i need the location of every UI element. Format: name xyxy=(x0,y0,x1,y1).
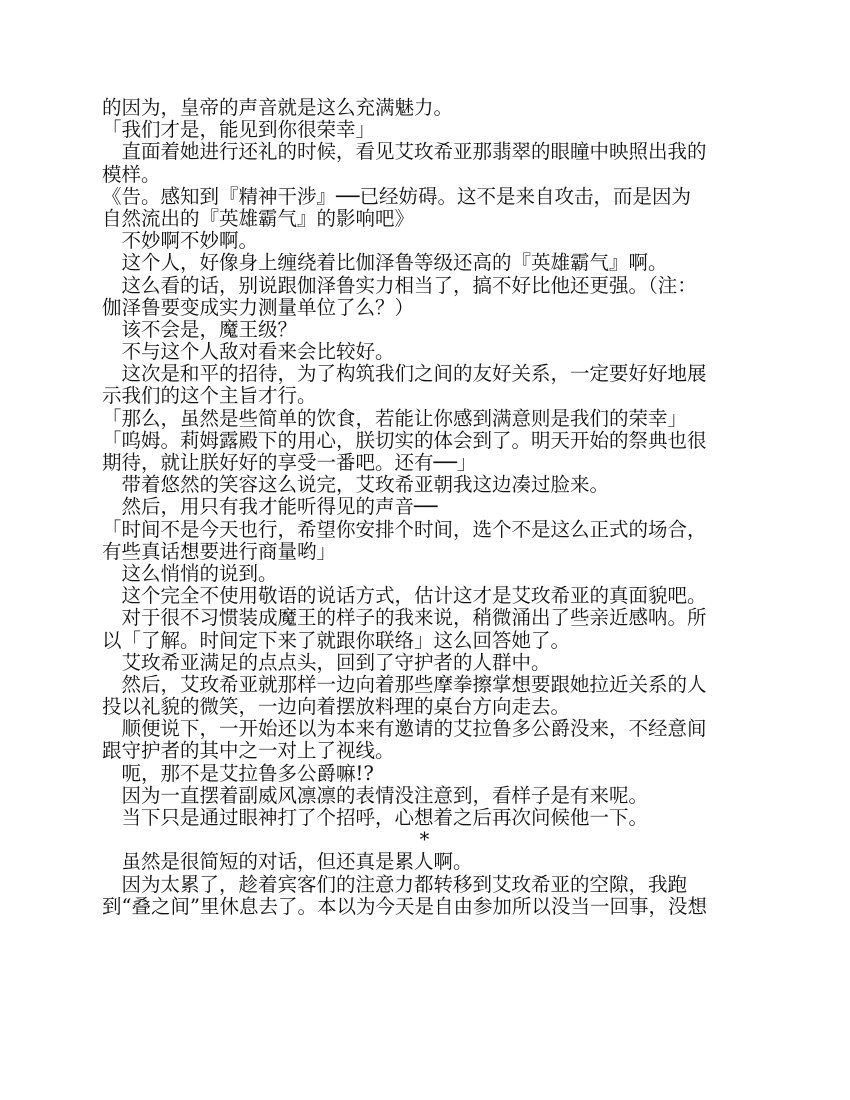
text-line: 然后，艾玫希亚就那样一边向着那些摩拳擦掌想要跟她拉近关系的人 xyxy=(102,672,707,696)
text-line: 「我们才是，能见到你很荣幸」 xyxy=(102,118,376,142)
text-line: 到“叠之间”里休息去了。本以为今天是自由参加所以没当一回事，没想 xyxy=(102,894,707,918)
text-line: 不妙啊不妙啊。 xyxy=(102,229,259,253)
text-line: 这么悄悄的说到。 xyxy=(102,561,278,585)
text-line: 期待，就让朕好好的享受一番吧。还有──」 xyxy=(102,451,477,474)
text-line: 当下只是通过眼神打了个招呼，心想着之后再次问候他一下。 xyxy=(102,806,649,829)
text-line: 虽然是很简短的对话，但还真是累人啊。 xyxy=(102,850,473,874)
text-line: 有些真话想要进行商量哟」 xyxy=(102,539,337,563)
text-line: 该不会是，魔王级？ xyxy=(102,317,298,341)
text-line: 「呜姆。莉姆露殿下的用心，朕切实的体会到了。明天开始的祭典也很 xyxy=(102,428,707,452)
text-line: 这次是和平的招待，为了构筑我们之间的友好关系，一定要好好地展 xyxy=(102,362,707,386)
text-line: 模样。 xyxy=(102,162,161,186)
text-line: 因为太累了，趁着宾客们的注意力都转移到艾玫希亚的空隙，我跑 xyxy=(102,872,688,896)
text-line: 「时间不是今天也行，希望你安排个时间，选个不是这么正式的场合， xyxy=(102,517,707,541)
text-line: 因为一直摆着副威风凛凛的表情没注意到，看样子是有来呢。 xyxy=(102,783,649,807)
section-separator: * xyxy=(419,828,430,852)
text-line: 对于很不习惯装成魔王的样子的我来说，稍微涌出了些亲近感呐。所 xyxy=(102,606,707,630)
text-line: 呃，那不是艾拉鲁多公爵嘛!? xyxy=(102,761,374,785)
text-line: 顺便说下，一开始还以为本来有邀请的艾拉鲁多公爵没来，不经意间 xyxy=(102,717,707,741)
text-line: 投以礼貌的微笑，一边向着摆放料理的桌台方向走去。 xyxy=(102,695,571,719)
text-line: 带着悠然的笑容这么说完，艾玫希亚朝我这边凑过脸来。 xyxy=(102,473,610,497)
text-line: 直面着她进行还礼的时候，看见艾玫希亚那翡翠的眼瞳中映照出我的 xyxy=(102,140,707,164)
text-line: 跟守护者的其中之一对上了视线。 xyxy=(102,739,395,763)
text-line: 不与这个人敌对看来会比较好。 xyxy=(102,340,395,364)
text-line: 「那么，虽然是些简单的饮食，若能让你感到满意则是我们的荣幸」 xyxy=(102,406,688,430)
text-line: 这么看的话，别说跟伽泽鲁实力相当了，搞不好比他还更强。（注： xyxy=(102,273,697,297)
text-line: 这个人，好像身上缠绕着比伽泽鲁等级还高的『英雄霸气』啊。 xyxy=(102,251,668,275)
text-line: 示我们的这个主旨才行。 xyxy=(102,384,317,408)
text-line: 艾玫希亚满足的点点头，回到了守护者的人群中。 xyxy=(102,650,551,674)
text-line: 以「了解。时间定下来了就跟你联络」这么回答她了。 xyxy=(102,628,571,652)
text-line: 伽泽鲁要变成实力测量单位了么？） xyxy=(102,295,415,319)
text-line: 然后，用只有我才能听得见的声音── xyxy=(102,495,438,519)
text-line: 的因为，皇帝的声音就是这么充满魅力。 xyxy=(102,96,454,119)
text-line: 这个完全不使用敬语的说话方式，估计这才是艾玫希亚的真面貌吧。 xyxy=(102,584,707,608)
document-page xyxy=(102,97,762,918)
text-line: 自然流出的『英雄霸气』的影响吧》 xyxy=(102,206,415,230)
text-line: 《告。感知到『精神干涉』──已经妨碍。这不是来自攻击，而是因为 xyxy=(102,184,691,208)
